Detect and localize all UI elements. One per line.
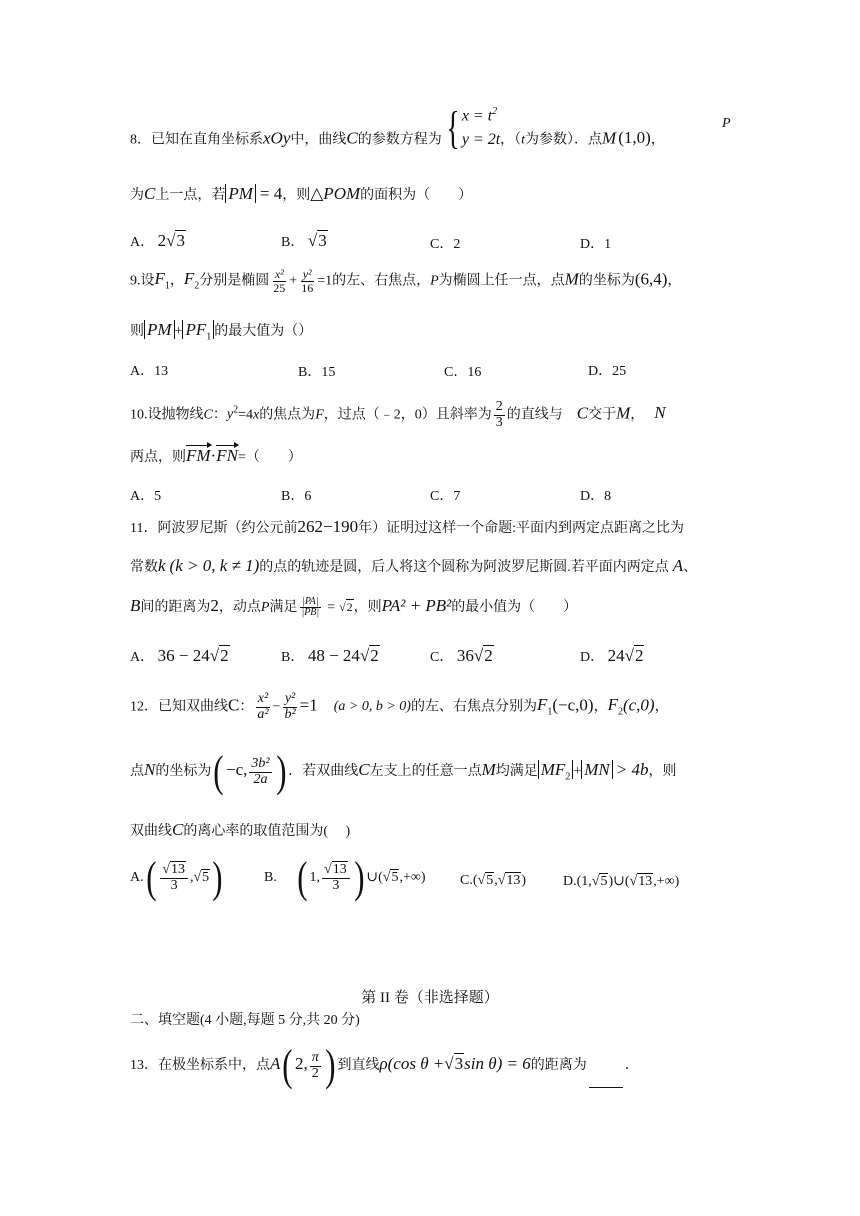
q9-text: 的最大值为（） — [214, 324, 313, 339]
sqrt: √13 — [162, 861, 185, 877]
q10-line-2 — [130, 446, 302, 466]
q11-text: 间的距离为 — [140, 600, 211, 615]
radicand: 2 — [484, 646, 493, 665]
q10-number: 10. — [130, 407, 148, 423]
q8-line-1 — [130, 102, 731, 164]
radicand: 5 — [202, 870, 210, 886]
q12-option-d — [563, 873, 679, 890]
q10-vector-fn: FN — [216, 446, 238, 465]
q12-math: C — [358, 760, 370, 780]
q9-f2 — [183, 269, 200, 292]
q10-math: =4 — [238, 407, 253, 423]
q12-f2-sub: 2 — [617, 706, 623, 718]
radicand: 13 — [638, 874, 653, 889]
q10-text: 交于 — [588, 407, 617, 423]
q8-triangle: △POM — [310, 184, 361, 203]
option-value: 36 − 24 — [157, 646, 210, 665]
q13-text: 在极坐标系中，点 — [158, 1058, 270, 1074]
q11-expression: PA² + PB² — [381, 596, 452, 615]
q11-number: 11． — [130, 521, 158, 536]
q13-text: 的距离为 — [530, 1058, 587, 1074]
answer-blank[interactable] — [589, 1087, 623, 1088]
denominator: 16 — [301, 280, 314, 295]
numerator — [322, 863, 350, 879]
q9-math: + — [289, 273, 298, 289]
numerator: 2 — [495, 399, 503, 414]
q12-math: =1 — [299, 695, 318, 715]
q8-text: ，则 — [282, 188, 311, 203]
q10-option-d: D．8 — [580, 489, 612, 504]
q12-abs-mf2 — [538, 760, 574, 783]
q9-line-2 — [130, 320, 312, 342]
option-label: B． — [281, 650, 305, 665]
numerator: 3b² — [251, 755, 270, 771]
option-text: , — [189, 870, 194, 886]
left-paren-glyph: ( — [282, 1041, 293, 1090]
option-text: ∪( — [366, 870, 383, 886]
q8-text: 已知在直角坐标系 — [151, 132, 263, 148]
q11-text: 常数 — [130, 560, 158, 575]
q9-f1-letter: F — [154, 269, 165, 289]
q8-math: t — [521, 132, 526, 148]
q12-option-a — [130, 853, 225, 902]
q12-line-2 — [130, 747, 677, 796]
q9-text: 则 — [130, 324, 144, 339]
q12-math: C — [172, 820, 184, 839]
q10-y-letter: y — [226, 407, 234, 423]
q8-parametric-system — [442, 104, 500, 152]
q9-abs-pf1 — [182, 320, 214, 343]
q12-text: ， — [593, 699, 608, 715]
q9-text: 的坐标为 — [578, 273, 635, 289]
q10-line-1 — [130, 400, 666, 430]
q13-number: 13． — [130, 1058, 158, 1074]
sqrt: √2 — [473, 646, 493, 665]
denominator: 2a — [253, 771, 268, 787]
q9-option-b: B．15 — [298, 365, 336, 380]
q10-math: x — [252, 407, 260, 423]
radicand: 5 — [486, 873, 494, 888]
option-label: A． — [130, 235, 155, 250]
q12-fraction-x — [255, 692, 270, 722]
option-text: ,+∞) — [399, 870, 426, 886]
q9-math: P — [430, 273, 439, 289]
q8-line-2 — [130, 184, 472, 204]
q12-f2-letter: F — [607, 695, 618, 715]
q12-text: 已知双曲线 — [158, 699, 228, 715]
q9-text: 设 — [140, 273, 155, 289]
numerator: y² — [284, 691, 296, 706]
q11-option-c — [430, 646, 494, 666]
q10-option-c: C．7 — [430, 489, 461, 504]
sqrt: √5 — [193, 870, 210, 886]
q11-ratio-fraction — [299, 597, 321, 619]
q9-math: + — [174, 324, 183, 339]
q11-text: 年）证明过这样一个命题:平面内到两定点距离之比为 — [358, 521, 684, 536]
left-brace-glyph: { — [446, 102, 460, 154]
option-label: D.(1, — [563, 874, 592, 889]
right-paren-glyph: ) — [212, 853, 223, 902]
q9-option-a: A．13 — [130, 364, 169, 379]
q12-f2-coord: (c,0) — [622, 695, 655, 715]
option-label: B． — [281, 235, 305, 250]
radicand: 13 — [170, 861, 185, 877]
option-text: )∪( — [608, 874, 630, 889]
option-text: , — [494, 873, 498, 888]
q10-math: F — [315, 407, 324, 423]
q12-fraction-y — [282, 692, 297, 722]
q10-text: ： — [212, 407, 227, 423]
q9-pf1-letters: PF — [185, 320, 207, 339]
radicand: 2 — [634, 646, 644, 665]
q12-math: − — [272, 699, 281, 715]
q9-option-d: D．25 — [588, 364, 627, 379]
left-paren-glyph: ( — [297, 853, 308, 902]
q11-math: 2 — [210, 596, 219, 615]
q10-text: 设抛物线 — [147, 407, 204, 423]
denominator: 2 — [311, 1065, 319, 1081]
sqrt: √3 — [166, 231, 185, 250]
radicand: 5 — [600, 874, 608, 889]
q12-math: > 4b — [615, 760, 649, 780]
section-subtitle: 二、填空题(4 小题,每题 5 分,共 20 分) — [130, 1013, 360, 1028]
q12-condition: (a > 0, b > 0) — [333, 699, 411, 715]
q10-text: ， — [630, 407, 645, 423]
q10-math: C — [576, 403, 589, 423]
option-text: ,+∞) — [653, 874, 680, 889]
q9-math: M — [564, 269, 579, 289]
q10-slope-fraction — [494, 400, 505, 430]
q12-n-coord: −c, — [226, 760, 248, 780]
sqrt: √5 — [591, 874, 608, 889]
q8-math: xOy — [263, 128, 291, 148]
numerator: x² — [274, 267, 284, 281]
q13-line — [130, 1041, 639, 1090]
radicand: 3 — [454, 1054, 464, 1074]
option-value: 48 − 24 — [307, 646, 360, 665]
option-label: C.( — [460, 873, 478, 888]
q12-line-3 — [130, 820, 350, 840]
q8-text: 为参数）．点 — [525, 132, 603, 148]
denominator: 3 — [170, 877, 178, 893]
q8-text: 的参数方程为 — [357, 132, 442, 148]
q11-math: P — [260, 600, 270, 615]
q12-text: 的离心率的取值范围为( ) — [183, 824, 351, 839]
sqrt: √3 — [444, 1054, 464, 1074]
q11-text: 的点的轨迹是圆，后人将这个圆称为阿波罗尼斯圆.若平面内两定点 — [259, 560, 669, 575]
q12-optb-fraction — [322, 863, 350, 893]
radicand: 2 — [220, 646, 229, 665]
radicand: 5 — [391, 870, 399, 886]
radicand: 13 — [506, 873, 521, 888]
q11-text: ，则 — [353, 600, 382, 615]
q10-text: 的直线与 — [506, 407, 563, 423]
q8-case-1 — [462, 104, 500, 128]
q13-math: 2, — [295, 1054, 308, 1074]
q13-text: ． — [624, 1058, 639, 1074]
q11-text: 的最小值为（ ） — [451, 600, 578, 615]
q8-text: 中，曲线 — [290, 132, 347, 148]
q10-text: 的焦点为 — [259, 407, 316, 423]
q12-text: 双曲线 — [130, 824, 172, 839]
q8-case-2: y = 2t — [461, 131, 501, 149]
q9-coord: (6,4) — [634, 269, 668, 289]
q12-text: 均满足 — [495, 764, 538, 780]
q11-years: 262−190 — [297, 517, 359, 536]
q12-f1-sub: 1 — [547, 706, 553, 718]
q12-abs-mn: MN — [581, 760, 613, 779]
q12-text: 的坐标为 — [155, 764, 212, 780]
q9-f1 — [154, 269, 170, 292]
denominator: 3 — [332, 877, 340, 893]
q12-option-c — [460, 873, 526, 889]
q10-option-b: B．6 — [281, 489, 312, 504]
q12-f1 — [536, 695, 553, 718]
q8-math: P — [722, 116, 731, 131]
q8-case-1-sup: 2 — [492, 106, 498, 117]
q12-f1-coord: (−c,0) — [552, 695, 594, 715]
sqrt: √13 — [497, 873, 521, 888]
q9-option-c: C．16 — [444, 365, 482, 380]
option-label: B. — [264, 870, 277, 886]
q10-text: =（ ） — [237, 450, 302, 465]
option-text: 1, — [309, 870, 320, 886]
option-value: 36 — [456, 646, 474, 665]
numerator: |PA| — [302, 595, 319, 607]
radicand: 2 — [370, 646, 379, 665]
q11-math: A — [672, 556, 684, 575]
q12-text: ，则 — [648, 764, 677, 780]
q11-line-2 — [130, 556, 697, 576]
q9-math: =1 — [317, 273, 333, 289]
denominator: 25 — [273, 280, 286, 295]
q13-math: ρ(cos θ + — [379, 1054, 445, 1074]
q11-condition: (k > 0, k ≠ 1) — [169, 556, 260, 575]
q12-math: N — [144, 760, 156, 780]
q11-text: 满足 — [269, 600, 298, 615]
q12-text: 左支上的任意一点 — [369, 764, 482, 780]
q13-text: 到直线 — [337, 1058, 380, 1074]
q12-math: + — [573, 764, 582, 780]
q9-text: 为椭圆上任一点，点 — [438, 273, 565, 289]
sqrt: √5 — [477, 873, 494, 888]
q9-number: 9. — [130, 273, 141, 289]
q12-n-fraction — [249, 757, 271, 787]
q12-math: M — [481, 760, 496, 780]
q8-text: 的面积为（ ） — [360, 188, 473, 203]
denominator: |PB| — [301, 607, 320, 619]
right-paren-glyph: ) — [353, 853, 365, 902]
option-label: D． — [580, 650, 605, 665]
q8-case-1-text: x = t — [461, 107, 493, 125]
q12-text: ， — [654, 699, 669, 715]
q10-y2 — [226, 404, 239, 423]
q11-option-b — [281, 646, 380, 666]
q12-text: ： — [239, 699, 254, 715]
q8-text: ，（ — [500, 132, 522, 148]
option-label: C． — [430, 650, 454, 665]
q10-y-sup: 2 — [233, 404, 239, 416]
q11-line-1 — [130, 517, 684, 537]
q9-text: 分别是椭圆 — [199, 273, 270, 289]
numerator — [160, 863, 188, 879]
sqrt: √2 — [624, 646, 644, 665]
denominator: b² — [284, 706, 296, 722]
q11-option-d — [580, 646, 644, 666]
q11-math: = — [327, 600, 336, 615]
right-paren-glyph: ) — [325, 1041, 336, 1090]
q8-abs-pm: PM — [225, 184, 256, 203]
numerator: y² — [302, 267, 312, 281]
q10-option-a: A．5 — [130, 489, 162, 504]
q9-fraction-y — [299, 268, 315, 294]
q9-line-1 — [130, 268, 681, 294]
option-text: ) — [521, 873, 527, 888]
q8-math: (1,0) — [618, 128, 651, 148]
q8-text: 为 — [130, 188, 144, 203]
denominator: 3 — [495, 414, 503, 430]
q10-math: M — [616, 403, 631, 423]
q11-math: B — [130, 596, 141, 615]
q12-f2 — [607, 695, 623, 718]
q9-text: ， — [667, 273, 682, 289]
q9-f1-sub: 1 — [164, 280, 170, 292]
radicand: 3 — [176, 231, 185, 250]
q12-text: ．若双曲线 — [288, 764, 359, 780]
q8-option-a — [130, 231, 186, 251]
q12-opta-fraction — [160, 863, 188, 893]
q11-text: ，动点 — [218, 600, 261, 615]
q12-number: 12． — [130, 699, 158, 715]
radicand: 3 — [318, 231, 327, 250]
q8-text: ， — [650, 132, 665, 148]
q8-math: C — [346, 128, 358, 148]
sqrt: √2 — [339, 600, 353, 614]
right-paren-glyph: ) — [275, 747, 287, 796]
q9-abs-pm: PM — [144, 320, 175, 339]
radicand: 13 — [332, 861, 347, 877]
q10-math: C — [203, 407, 213, 423]
q13-math: sin θ) = 6 — [464, 1054, 531, 1074]
q9-pf1-sub: 1 — [206, 331, 212, 343]
option-value: 24 — [607, 646, 625, 665]
numerator: π — [311, 1049, 319, 1065]
sqrt: √2 — [359, 646, 379, 665]
q12-math: C — [228, 695, 240, 715]
q8-math: M — [602, 128, 617, 148]
option-label: A. — [130, 870, 144, 886]
q8-option-b — [281, 231, 328, 251]
q8-text: 上一点，若 — [155, 188, 226, 203]
q10-text: 两点，则 — [130, 450, 186, 465]
q11-math: k — [158, 556, 166, 575]
q9-fraction-x — [271, 268, 287, 294]
q8-option-c: C．2 — [430, 237, 461, 252]
q12-text: 的左、右焦点分别为 — [410, 699, 537, 715]
q12-line-1 — [130, 692, 669, 722]
q11-line-3 — [130, 596, 577, 619]
q9-f2-letter: F — [183, 269, 195, 289]
q10-text: ，过点（﹣2，0）且斜率为 — [323, 407, 492, 423]
q8-cases — [462, 104, 500, 152]
q12-mf2-letters: MF — [540, 760, 566, 780]
q9-text: 的左、右焦点， — [332, 273, 431, 289]
q8-number: 8． — [130, 132, 151, 148]
q13-math: A — [270, 1054, 281, 1074]
sqrt: √2 — [209, 646, 229, 665]
q11-text: 、 — [683, 560, 698, 575]
q8-math: = 4 — [259, 184, 283, 203]
q10-vector-fm: FM — [186, 446, 211, 465]
q13-pi-fraction — [310, 1051, 321, 1081]
q12-f1-letter: F — [536, 695, 548, 715]
sqrt: √3 — [307, 231, 327, 250]
q10-math: N — [654, 403, 666, 423]
left-paren-glyph: ( — [213, 747, 224, 796]
q9-f2-sub: 2 — [194, 280, 200, 292]
denominator: a² — [257, 706, 269, 722]
q9-text: ， — [169, 273, 184, 289]
q8-option-d: D．1 — [580, 237, 612, 252]
sqrt: √13 — [629, 874, 653, 889]
q12-option-b — [264, 853, 426, 902]
section-title: 第 II 卷（非选择题） — [361, 990, 499, 1006]
option-label: A． — [130, 650, 155, 665]
q12-mf2-sub: 2 — [565, 771, 571, 783]
sqrt: √13 — [324, 861, 347, 877]
q10-math: · — [210, 446, 217, 465]
option-coef: 2 — [157, 231, 167, 250]
q8-math: C — [144, 184, 156, 203]
q11-text: 阿波罗尼斯（约公元前 — [157, 521, 298, 536]
left-paren-glyph: ( — [145, 853, 157, 902]
radicand: 2 — [346, 600, 353, 614]
q12-text: 点 — [130, 764, 144, 780]
numerator: x² — [257, 691, 269, 706]
sqrt: √5 — [382, 870, 399, 886]
q11-option-a — [130, 646, 230, 666]
